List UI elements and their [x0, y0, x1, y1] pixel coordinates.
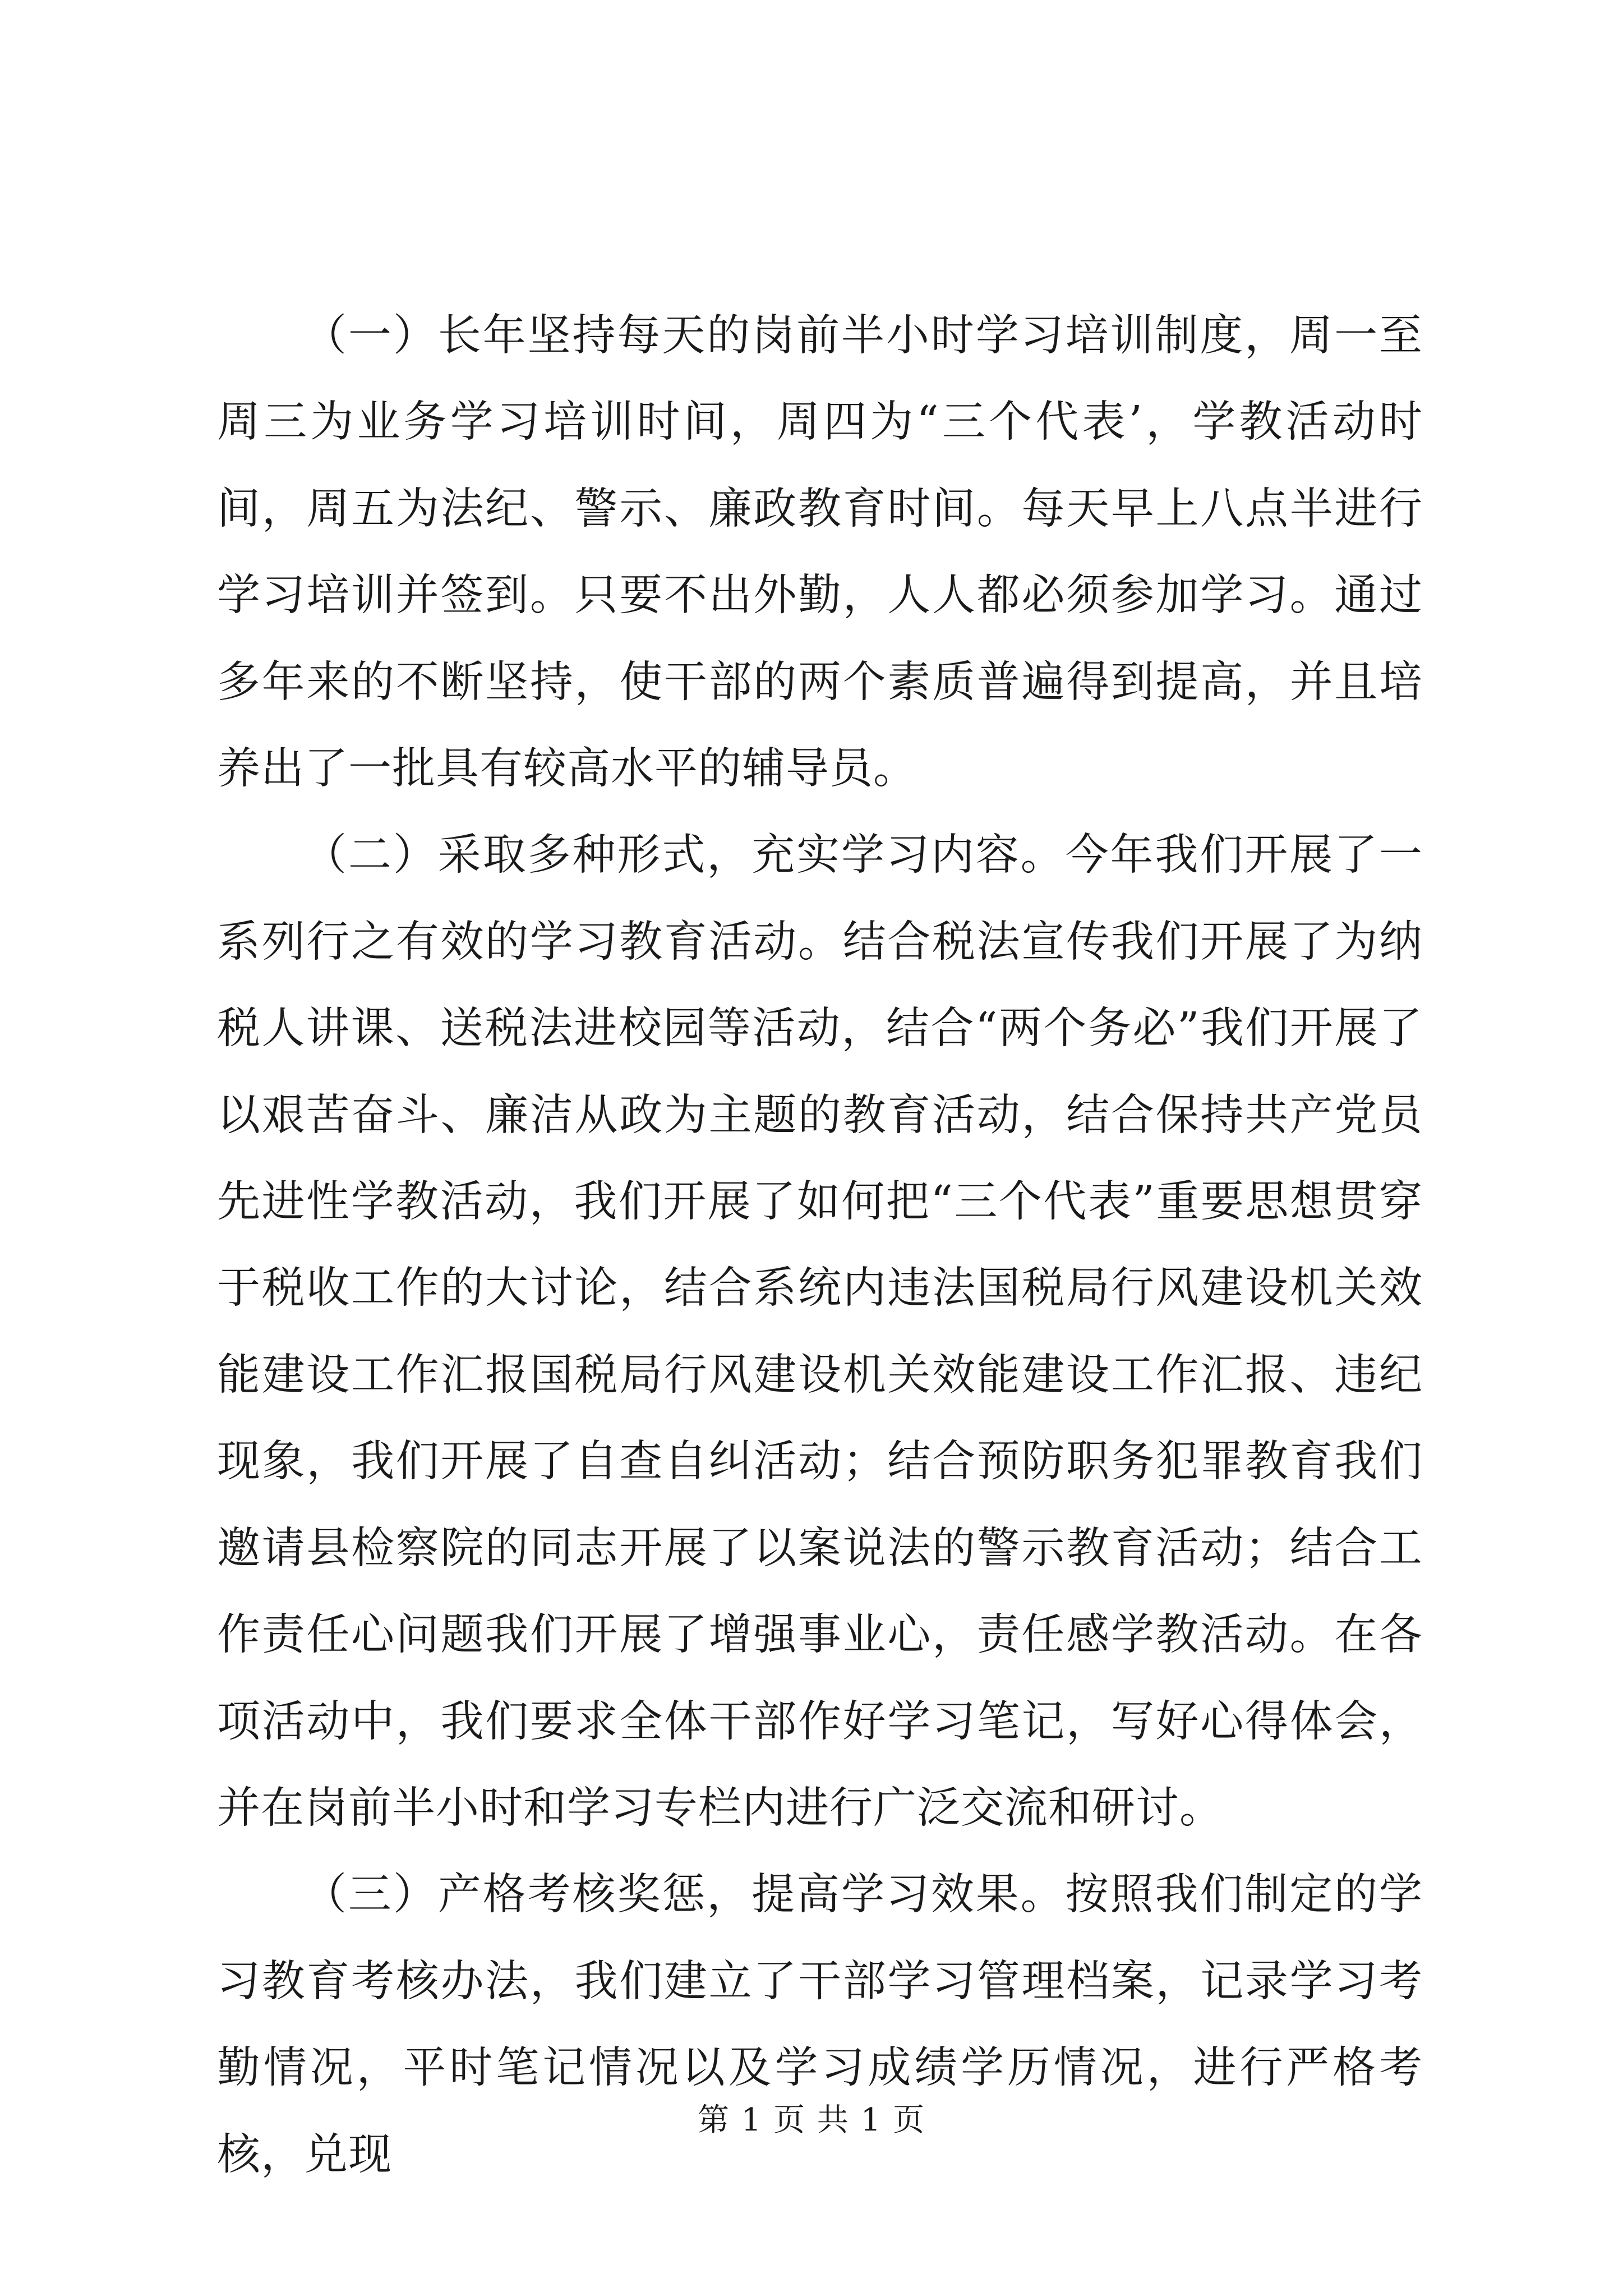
paragraph-1: （一）长年坚持每天的岗前半小时学习培训制度，周一至周三为业务学习培训时间，周四为“三个代表’，学教活动时间，周五为法纪、警示、廉政教育时间。每天早上八点半进行学习培训并签到。只要不出外勤，人人都必须参加学习。通过多年来的不断坚持，使干部的两个素质普遍得到提高，并且培养出了一批具有较高水平的辅导员。	[217, 311, 1423, 794]
paragraph-3: （三）产格考核奖惩，提高学习效果。按照我们制定的学习教育考核办法，我们建立了干部学习管理档案，记录学习考勤情况，平时笔记情况以及学习成绩学历情况，进行严格考核，兑现	[217, 1870, 1423, 2180]
page-footer: 第 1 页 共 1 页	[697, 2102, 926, 2138]
document-body	[217, 293, 1423, 2198]
paragraph-2: （二）采取多种形式，充实学习内容。今年我们开展了一系列行之有效的学习教育活动。结合税法宣传我们开展了为纳税人讲课、送税法进校园等活动，结合“两个务必”我们开展了以艰苦奋斗、廉洁从政为主题的教育活动，结合保持共产党员先进性学教活动，我们开展了如何把“三个代表”重要思想贯穿于税收工作的大讨论，结合系统内违法国税局行风建设机关效能建设工作汇报国税局行风建设机关效能建设工作汇报、违纪现象，我们开展了自查自纠活动；结合预防职务犯罪教育我们邀请县检察院的同志开展了以案说法的警示教育活动；结合工作责任心问题我们开展了增强事业心，责任感学教活动。在各项活动中，我们要求全体干部作好学习笔记，写好心得体会，并在岗前半小时和学习专栏内进行广泛交流和研讨。	[217, 830, 1423, 1833]
